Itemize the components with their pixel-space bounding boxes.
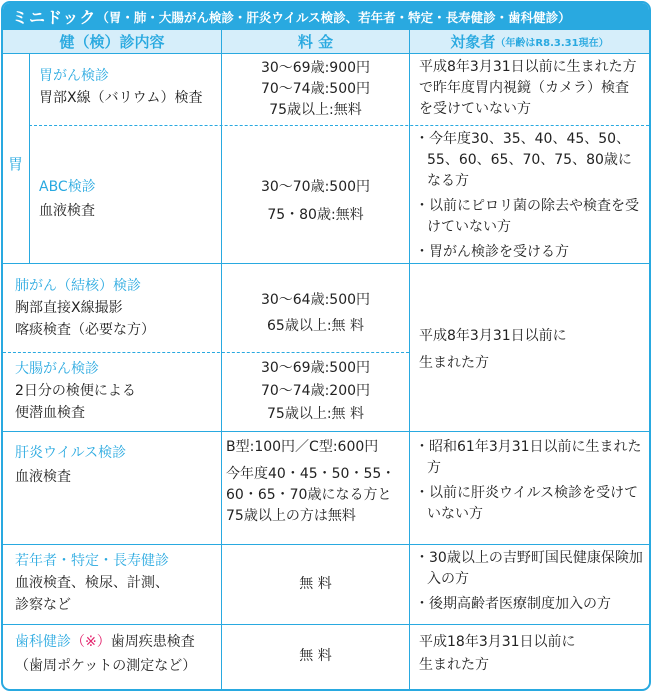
youth-fee: 無 料 bbox=[299, 576, 332, 592]
hepatitis-content bbox=[15, 441, 219, 489]
header-fee bbox=[222, 30, 409, 53]
colon-content bbox=[15, 358, 219, 424]
gastric-content bbox=[39, 65, 217, 109]
lung-colon-target bbox=[419, 323, 641, 377]
divider-colon-hepatitis bbox=[3, 431, 649, 432]
dental-target-2: 生まれた方 bbox=[419, 657, 489, 673]
gastric-fee-2: 70〜74歳:500円 bbox=[260, 81, 371, 97]
divider-youth-dental bbox=[3, 624, 649, 625]
youth-desc-1: 血液検査、検尿、計測、 bbox=[15, 575, 169, 591]
hepatitis-title: 肝炎ウイルス検診 bbox=[15, 445, 127, 461]
stomach-label: 胃 bbox=[8, 155, 24, 173]
lung-fee-2: 65歳以上:無 料 bbox=[267, 318, 364, 334]
abc-desc: 血液検査 bbox=[39, 203, 95, 219]
lung-colon-target-2: 生まれた方 bbox=[419, 355, 489, 371]
gastric-target: 平成8年3月31日以前に生まれた方で昨年度胃内視鏡（カメラ）検査を受けていない方 bbox=[419, 59, 637, 117]
header-content-label: 健（検）診内容 bbox=[59, 33, 165, 51]
youth-target bbox=[415, 548, 643, 615]
abc-target bbox=[415, 129, 643, 263]
divider-lung-colon bbox=[3, 352, 409, 353]
youth-target-1: ・30歳以上の吉野町国民健康保険加入の方 bbox=[415, 550, 643, 587]
youth-content bbox=[15, 550, 219, 616]
colon-desc-1: 2日分の検便による bbox=[15, 383, 136, 399]
hepatitis-fee-3: 75歳以上の方は無料 bbox=[226, 508, 356, 524]
header-target-note: （年齢はR8.3.31現在） bbox=[495, 38, 609, 49]
divider-gastric-abc bbox=[29, 125, 649, 126]
divider-stomach bbox=[29, 53, 30, 263]
lung-content bbox=[15, 275, 219, 341]
divider-v2 bbox=[409, 30, 410, 689]
dental-title: 歯科健診 bbox=[15, 634, 71, 650]
hepatitis-target-1: ・昭和61年3月31日以前に生まれた方 bbox=[415, 439, 642, 476]
lung-colon-target-1: 平成8年3月31日以前に bbox=[419, 328, 567, 344]
divider-header bbox=[3, 53, 649, 54]
colon-fee-3: 75歳以上:無 料 bbox=[267, 406, 364, 422]
title-bar bbox=[3, 3, 649, 30]
colon-desc-2: 便潜血検査 bbox=[15, 405, 85, 421]
dental-mark: （※） bbox=[71, 634, 111, 650]
hepatitis-fee-top: B型:100円／C型:600円 bbox=[226, 439, 379, 455]
abc-fee-1: 30〜70歳:500円 bbox=[260, 179, 371, 195]
abc-fee-2: 75・80歳:無料 bbox=[267, 207, 364, 223]
colon-fee-2: 70〜74歳:200円 bbox=[260, 383, 371, 399]
colon-fee bbox=[222, 357, 409, 426]
hepatitis-desc: 血液検査 bbox=[15, 469, 71, 485]
colon-title: 大腸がん検診 bbox=[15, 361, 99, 377]
hepatitis-fee-2: 60・65・70歳になる方と bbox=[226, 487, 392, 503]
hepatitis-target-2: ・以前に肝炎ウイルス検診を受けていない方 bbox=[415, 485, 639, 522]
header-target-label: 対象者 bbox=[450, 33, 496, 51]
dental-target-1: 平成18年3月31日以前に bbox=[419, 634, 576, 650]
gastric-title: 胃がん検診 bbox=[39, 68, 109, 84]
dental-title-rest: 歯周疾患検査 bbox=[110, 634, 195, 650]
title-sub: （胃・肺・大腸がん検診・肝炎ウイルス検診、若年者・特定・長寿健診・歯科健診） bbox=[96, 9, 571, 25]
title-main: ミニドック bbox=[12, 8, 97, 27]
header-fee-label: 料 金 bbox=[297, 33, 334, 51]
hepatitis-target bbox=[415, 437, 643, 525]
abc-content bbox=[39, 175, 217, 223]
youth-desc-2: 診察など bbox=[15, 597, 71, 613]
dental-title-line bbox=[15, 630, 219, 654]
header-target bbox=[410, 30, 649, 53]
abc-target-1: ・今年度30、35、40、45、50、55、60、65、70、75、80歳になる方 bbox=[415, 131, 632, 189]
dental-target bbox=[419, 631, 641, 677]
lung-title: 肺がん（結核）検診 bbox=[15, 278, 141, 294]
divider-abc-lung bbox=[3, 263, 649, 264]
hepatitis-fee bbox=[226, 437, 408, 527]
abc-fee bbox=[222, 173, 409, 229]
colon-fee-1: 30〜69歳:500円 bbox=[260, 360, 371, 376]
lung-desc-2: 喀痰検査（必要な方） bbox=[15, 322, 155, 338]
lung-fee bbox=[222, 287, 409, 339]
health-checkup-table bbox=[1, 1, 651, 691]
abc-title: ABC検診 bbox=[39, 179, 96, 195]
youth-title: 若年者・特定・長寿健診 bbox=[15, 553, 169, 569]
gastric-fee-3: 75歳以上:無料 bbox=[269, 102, 362, 118]
divider-hepatitis-youth bbox=[3, 544, 649, 545]
dental-desc: （歯周ポケットの測定など） bbox=[15, 658, 197, 674]
dental-content bbox=[15, 630, 219, 678]
lung-desc-1: 胸部直接X線撮影 bbox=[15, 300, 123, 316]
gastric-fee bbox=[222, 58, 409, 121]
abc-target-2: ・以前にピロリ菌の除去や検査を受けていない方 bbox=[415, 198, 639, 235]
lung-fee-1: 30〜64歳:500円 bbox=[260, 292, 371, 308]
abc-target-3: ・胃がん検診を受ける方 bbox=[415, 244, 569, 260]
gastric-fee-1: 30〜69歳:900円 bbox=[260, 60, 371, 76]
youth-target-2: ・後期高齢者医療制度加入の方 bbox=[415, 596, 611, 612]
gastric-desc: 胃部X線（バリウム）検査 bbox=[39, 90, 203, 106]
dental-fee: 無 料 bbox=[299, 648, 332, 664]
hepatitis-fee-1: 今年度40・45・50・55・ bbox=[226, 466, 396, 482]
header-content bbox=[3, 30, 221, 53]
